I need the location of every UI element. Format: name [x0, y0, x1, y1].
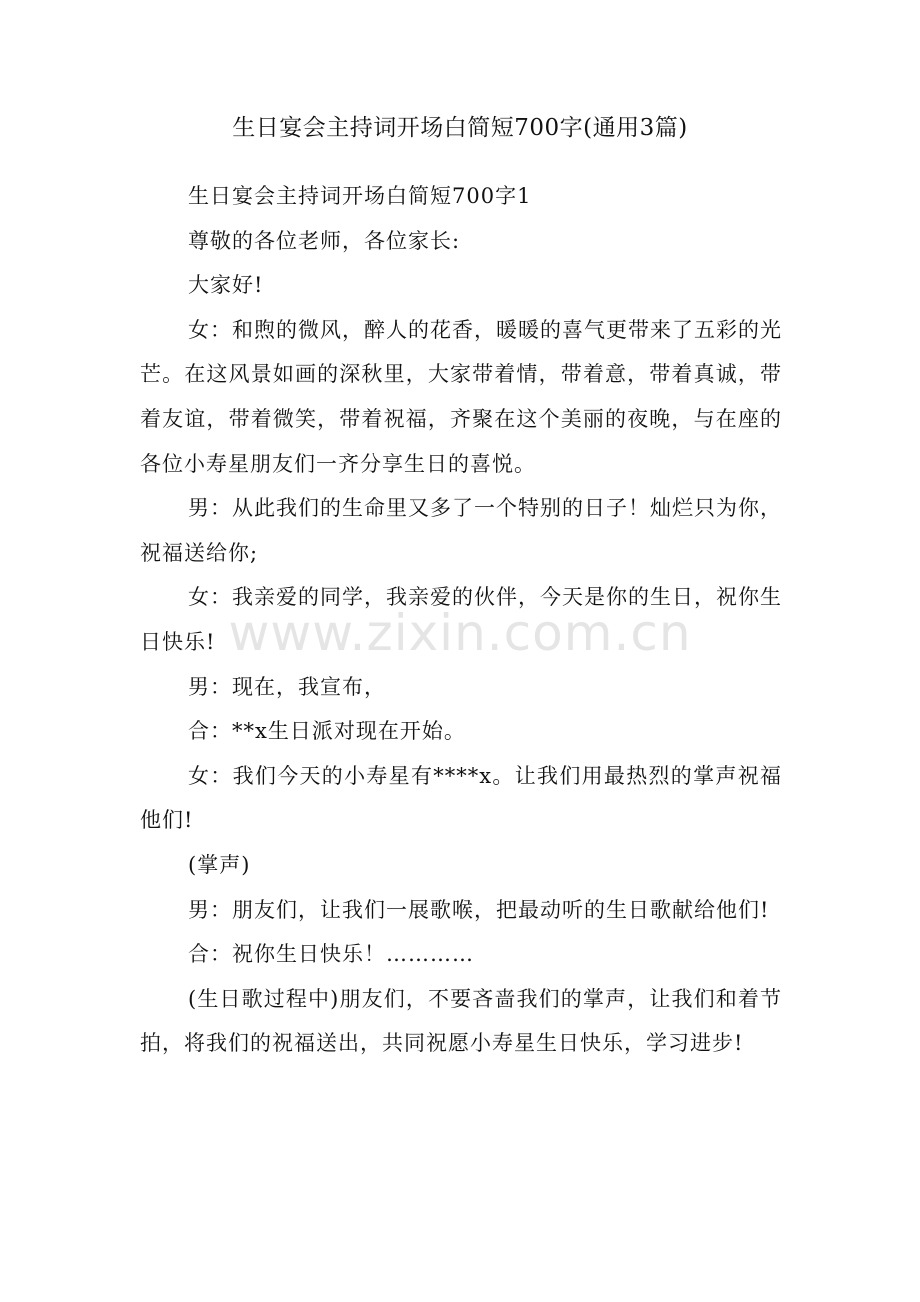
paragraph: (生日歌过程中)朋友们，不要吝啬我们的掌声，让我们和着节拍，将我们的祝福送出，共同祝愿小寿星生日快乐，学习进步! — [140, 986, 782, 1056]
document-title: 生日宴会主持词开场白简短700字(通用3篇) — [232, 115, 688, 141]
paragraph-greeting: 大家好! — [188, 273, 264, 298]
paragraph: 男：朋友们，让我们一展歌喉，把最动听的生日歌献给他们! — [188, 897, 770, 922]
paragraph: 女：我亲爱的同学，我亲爱的伙伴，今天是你的生日，祝你生日快乐! — [140, 585, 782, 654]
document-body — [140, 174, 782, 1066]
paragraph-subtitle: 生日宴会主持词开场白简短700字1 — [188, 184, 532, 208]
paragraph: 合：祝你生日快乐！………… — [188, 942, 474, 967]
paragraph-salutation: 尊敬的各位老师，各位家长: — [188, 228, 461, 253]
watermark: www.zixin.com.cn — [228, 604, 692, 662]
paragraph: (掌声) — [188, 852, 251, 877]
paragraph: 男：现在，我宣布， — [188, 674, 386, 699]
paragraph: 女：和煦的微风，醉人的花香，暖暖的喜气更带来了五彩的光芒。在这风景如画的深秋里，大家带着情，带着意，带着真诚，带着友谊，带着微笑，带着祝福，齐聚在这个美丽的夜晚，与在座的各位小寿星朋友们一齐分享生日的喜悦。 — [140, 317, 782, 476]
paragraph: 男：从此我们的生命里又多了一个特别的日子！灿烂只为你，祝福送给你; — [140, 496, 782, 565]
paragraph: 女：我们今天的小寿星有****x。让我们用最热烈的掌声祝福他们! — [140, 763, 782, 833]
paragraph: 合：**x生日派对现在开始。 — [188, 719, 466, 744]
